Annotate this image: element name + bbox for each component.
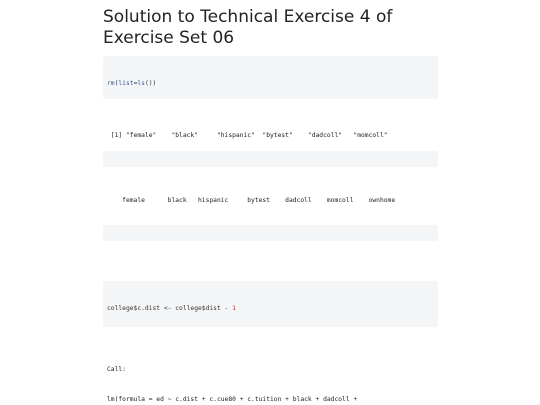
code-token: ( <box>114 80 119 87</box>
output-block-sd <box>103 251 438 271</box>
output-block-lm <box>103 345 438 405</box>
code-block-load-data <box>103 56 438 99</box>
code-token: ()) <box>144 80 157 87</box>
code-block-apply-sd <box>103 225 438 241</box>
output-line: female black hispanic bytest dadcoll momcoll ownhome <box>107 197 396 204</box>
output-line: lm(formula = ed ~ c.dist + c.cue80 + c.tuition + black + dadcoll + <box>107 396 358 403</box>
output-line: Call: <box>107 366 126 373</box>
output-line: [1] "female" "black" "hispanic" "bytest" "dadcoll" "momcoll" <box>107 132 388 139</box>
code-line <box>107 79 434 89</box>
code-line <box>107 304 434 314</box>
page-title: Solution to Technical Exercise 4 of Exercise Set 06 <box>103 7 393 48</box>
code-block-regression <box>103 281 438 327</box>
code-token: = <box>133 80 138 87</box>
code-block-apply-mean <box>103 151 438 167</box>
output-block-names <box>103 111 438 141</box>
code-token: 1 <box>232 305 236 312</box>
output-block-means <box>103 176 438 216</box>
code-token: ls <box>137 80 145 87</box>
code-token: college$c.dist <- college$dist - <box>107 305 233 312</box>
code-token: rm <box>107 80 115 87</box>
code-token: list <box>118 80 134 87</box>
